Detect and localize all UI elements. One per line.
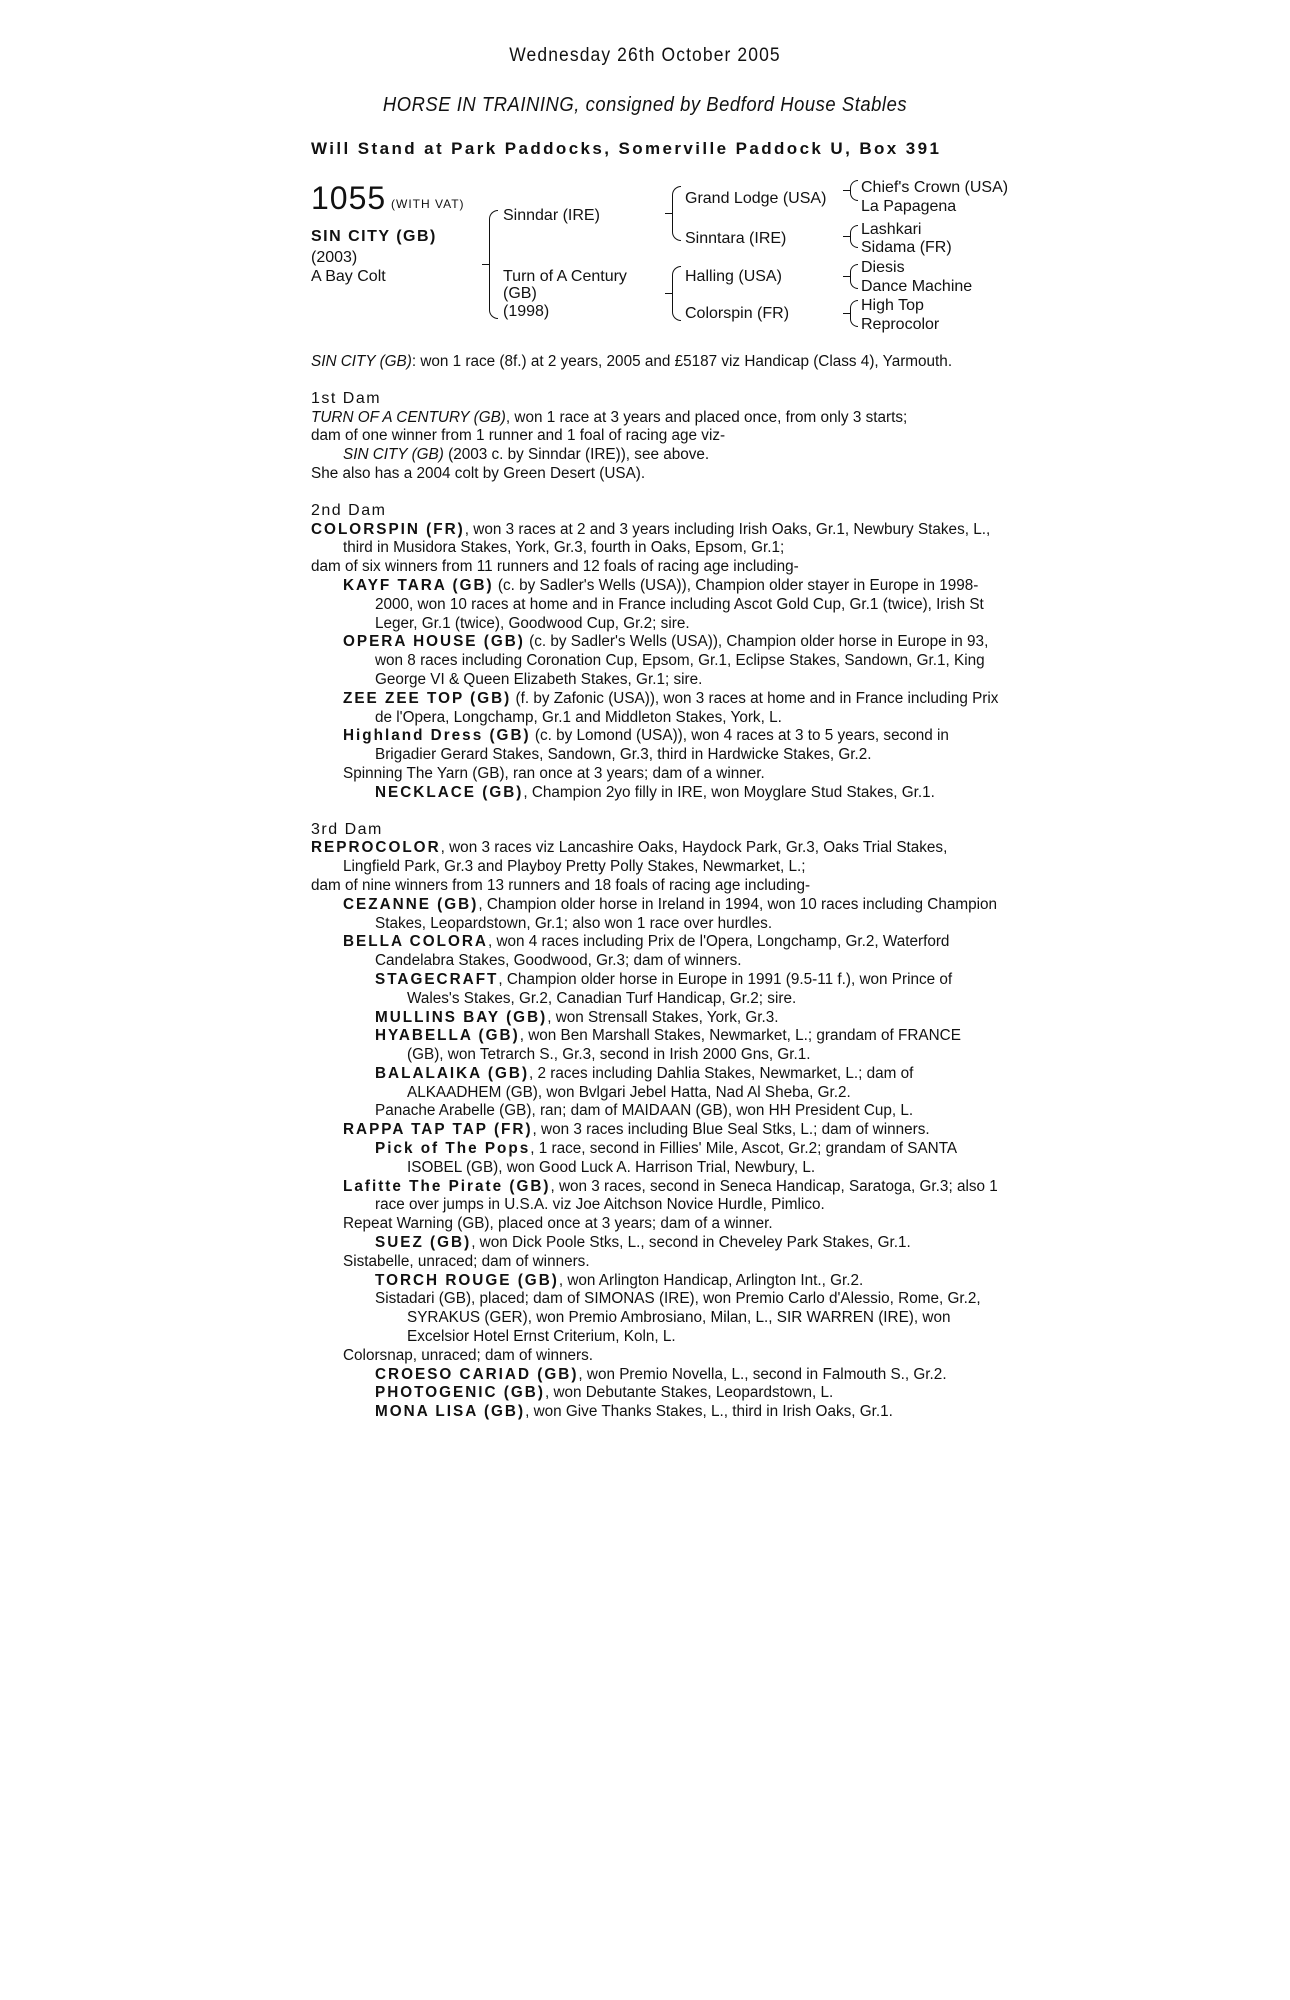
- first-dam-name: TURN OF A CENTURY (GB): [311, 408, 506, 426]
- pedigree-brace-tick: [843, 190, 850, 191]
- pedigree-brace-tick: [665, 213, 672, 214]
- pedigree-sire: Sinndar (IRE): [503, 207, 600, 224]
- pedigree-brace-tick: [843, 313, 850, 314]
- progeny-entry: [311, 1009, 1001, 1028]
- progeny-text: , 2 races including Dahlia Stakes, Newmarket, L.; dam of ALKAADHEM (GB), won Bvlgari Jebel Hatta, Nad Al Sheba, Gr.2.: [407, 1064, 914, 1101]
- progeny-entry: [311, 1065, 1001, 1103]
- third-dam-name: REPROCOLOR: [311, 839, 441, 857]
- progeny-entry: [311, 933, 1001, 971]
- progeny-entry: [311, 690, 1001, 728]
- progeny-entry: [311, 727, 1001, 765]
- race-record-name: SIN CITY (GB): [311, 353, 412, 370]
- second-dam-progeny-item: Spinning The Yarn (GB), ran once at 3 years; dam of a winner.: [343, 764, 765, 782]
- lot-number: 1055: [311, 180, 387, 216]
- progeny-entry: [311, 1272, 1001, 1291]
- progeny-name: Pick of The Pops: [375, 1140, 531, 1158]
- progeny-text: , won 4 races including Prix de l'Opera, Longchamp, Gr.2, Waterford Candelabra Stakes, Goodwood, Gr.3; dam of winners.: [375, 933, 950, 970]
- progeny-text: , won Give Thanks Stakes, L., third in Irish Oaks, Gr.1.: [525, 1403, 893, 1421]
- progeny-text: , Champion older horse in Ireland in 1994, won 10 races including Champion Stakes, Leopardstown, Gr.1; also won 1 race over hurdles.: [375, 895, 998, 932]
- second-dam-line: [311, 521, 1001, 559]
- first-dam-record: , won 1 race at 3 years and placed once, from only 3 starts;: [505, 408, 908, 426]
- progeny-text: , won Strensall Stakes, York, Gr.3.: [547, 1008, 779, 1026]
- third-dam-progeny-list: [311, 896, 1001, 1422]
- progeny-entry: [311, 1366, 1001, 1385]
- progeny-name: MULLINS BAY (GB): [375, 1008, 548, 1026]
- progeny-entry: [311, 1215, 1001, 1234]
- pedigree-dam-year: (1998): [503, 303, 550, 320]
- stand-location: Will Stand at Park Paddocks, Somerville Paddock U, Box 391: [311, 139, 942, 158]
- race-record: [311, 353, 1001, 372]
- pedigree-gg7: High Top: [861, 297, 924, 314]
- progeny-entry: [311, 1384, 1001, 1403]
- pedigree-brace: [489, 264, 498, 319]
- progeny-text: Colorsnap, unraced; dam of winners.: [343, 1346, 593, 1364]
- progeny-name: KAYF TARA (GB): [343, 576, 494, 594]
- pedigree-brace: [850, 190, 858, 201]
- pedigree-gg5: Diesis: [861, 259, 905, 276]
- sale-date: Wednesday 26th October 2005: [509, 45, 781, 66]
- third-dam-produce-summary: dam of nine winners from 13 runners and 18 foals of racing age including-: [311, 876, 811, 894]
- pedigree-dam: Turn of A Century: [503, 268, 627, 285]
- catalogue-body: [311, 353, 1001, 1422]
- progeny-entry: [311, 1178, 1001, 1216]
- progeny-name: PHOTOGENIC (GB): [375, 1384, 545, 1402]
- pedigree-brace: [850, 236, 858, 248]
- progeny-text: , Champion older horse in Europe in 1991 (9.5-11 f.), won Prince of Wales's Stakes, Gr.2, Canadian Turf Handicap, Gr.2; sire.: [407, 970, 953, 1007]
- pedigree-brace-tick: [665, 293, 672, 294]
- progeny-text: , won Dick Poole Stks, L., second in Cheveley Park Stakes, Gr.1.: [471, 1234, 911, 1252]
- progeny-entry: [311, 971, 1001, 1009]
- progeny-entry: [311, 1121, 1001, 1140]
- progeny-name: SIN CITY (GB): [343, 446, 444, 464]
- first-dam-line: [311, 409, 1001, 428]
- progeny-text: Repeat Warning (GB), placed once at 3 years; dam of a winner.: [343, 1215, 773, 1233]
- second-dam-progeny-list: [311, 577, 1001, 765]
- race-record-text: : won 1 race (8f.) at 2 years, 2005 and £5187 viz Handicap (Class 4), Yarmouth.: [411, 353, 953, 370]
- progeny-text: , won Ben Marshall Stakes, Newmarket, L.; grandam of FRANCE (GB), won Tetrarch S., Gr.3, second in Irish 2000 Gns, Gr.1.: [407, 1027, 961, 1064]
- progeny-text: , 1 race, second in Fillies' Mile, Ascot, Gr.2; grandam of SANTA ISOBEL (GB), won Good Luck A. Harrison Trial, Newbury, L.: [407, 1140, 957, 1176]
- progeny-text: , won 3 races including Blue Seal Stks, L.; dam of winners.: [532, 1121, 930, 1139]
- second-dam-progeny-item: [311, 784, 1001, 803]
- progeny-text: Sistadari (GB), placed; dam of SIMONAS (IRE), won Premio Carlo d'Alessio, Rome, Gr.2, SYRAKUS (GER), won Premio Ambrosiano, Milan, L., SIR WARREN (IRE), won Excelsior Hotel Ernst Criterium, Koln, L.: [375, 1290, 981, 1346]
- second-dam-heading: 2nd Dam: [311, 501, 387, 519]
- progeny-entry: [311, 1027, 1001, 1065]
- progeny-name: SUEZ (GB): [375, 1234, 472, 1252]
- progeny-entry: [311, 1234, 1001, 1253]
- pedigree-brace-tick: [843, 276, 850, 277]
- third-dam-record: , won 3 races viz Lancashire Oaks, Haydock Park, Gr.3, Oaks Trial Stakes, Lingfield Park, Gr.3 and Playboy Pretty Polly Stakes, Newmarket, L.;: [343, 839, 948, 876]
- progeny-name: NECKLACE (GB): [375, 783, 524, 801]
- progeny-name: RAPPA TAP TAP (FR): [343, 1121, 533, 1139]
- progeny-text: , Champion 2yo filly in IRE, won Moyglare Stud Stakes, Gr.1.: [523, 783, 935, 801]
- horse-year: (2003): [311, 249, 358, 266]
- progeny-name: Highland Dress (GB): [343, 727, 531, 745]
- progeny-name: CROESO CARIAD (GB): [375, 1365, 579, 1383]
- progeny-text: (f. by Zafonic (USA)), won 3 races at home and in France including Prix de l'Opera, Longchamp, Gr.1 and Middleton Stakes, York, L.: [375, 689, 999, 726]
- first-dam-note: She also has a 2004 colt by Green Desert (USA).: [311, 464, 646, 482]
- progeny-entry: [311, 577, 1001, 633]
- progeny-name: OPERA HOUSE (GB): [343, 633, 525, 651]
- progeny-name: BELLA COLORA: [343, 933, 488, 951]
- lot-vat: (WITH VAT): [391, 197, 465, 211]
- pedigree-dam-sire: Halling (USA): [685, 268, 782, 285]
- progeny-text: (c. by Sadler's Wells (USA)), Champion older horse in Europe in 93, won 8 races including Coronation Cup, Epsom, Gr.1, Eclipse Stakes, Sandown, Gr.1, King George VI & Queen Elizabeth Stakes, Gr.1; sire.: [375, 633, 989, 688]
- progeny-text: (c. by Sadler's Wells (USA)), Champion older stayer in Europe in 1998-2000, won 10 races at home and in France including Ascot Gold Cup, Gr.1 (twice), Irish St Leger, Gr.1 (twice), Goodwood Cup, Gr.2; sire.: [375, 576, 984, 632]
- progeny-name: STAGECRAFT: [375, 970, 499, 988]
- progeny-entry: [311, 1253, 1001, 1272]
- pedigree-gg2: La Papagena: [861, 198, 957, 215]
- pedigree-brace: [850, 276, 858, 289]
- first-dam-progeny: [311, 446, 1001, 465]
- third-dam-heading: 3rd Dam: [311, 820, 383, 838]
- pedigree-gg3: Lashkari: [861, 221, 922, 238]
- progeny-name: MONA LISA (GB): [375, 1403, 526, 1421]
- pedigree-brace: [672, 186, 681, 214]
- progeny-name: CEZANNE (GB): [343, 895, 479, 913]
- progeny-entry: [311, 1403, 1001, 1422]
- progeny-entry: [311, 1347, 1001, 1366]
- first-dam-heading: 1st Dam: [311, 389, 382, 407]
- progeny-name: HYABELLA (GB): [375, 1027, 520, 1045]
- third-dam-line: [311, 839, 1001, 877]
- progeny-entry: [311, 1290, 1001, 1346]
- progeny-text: (c. by Lomond (USA)), won 4 races at 3 to 5 years, second in Brigadier Gerard Stakes, Sandown, Gr.3, third in Hardwicke Stakes, Gr.2.: [375, 727, 949, 764]
- pedigree-gg4: Sidama (FR): [861, 239, 952, 256]
- progeny-name: BALALAIKA (GB): [375, 1064, 530, 1082]
- pedigree-brace: [850, 313, 858, 327]
- progeny-entry: [311, 896, 1001, 934]
- second-dam-produce-summary: dam of six winners from 11 runners and 12 foals of racing age including-: [311, 558, 799, 576]
- pedigree-brace: [850, 300, 858, 314]
- consignment-line: HORSE IN TRAINING, consigned by Bedford House Stables: [382, 94, 908, 116]
- pedigree-gg8: Reprocolor: [861, 316, 940, 333]
- second-dam-record: , won 3 races at 2 and 3 years including Irish Oaks, Gr.1, Newbury Stakes, L., third in Musidora Stakes, York, Gr.3, fourth in Oaks, Epsom, Gr.1;: [343, 520, 991, 557]
- progeny-entry: [311, 633, 1001, 689]
- progeny-name: Lafitte The Pirate (GB): [343, 1177, 551, 1195]
- pedigree-brace-tick: [482, 264, 489, 265]
- progeny-name: ZEE ZEE TOP (GB): [343, 689, 512, 707]
- pedigree-sire-dam: Sinntara (IRE): [685, 230, 787, 247]
- pedigree-brace-tick: [843, 236, 850, 237]
- pedigree-brace: [489, 210, 498, 265]
- pedigree-gg1: Chief's Crown (USA): [861, 179, 1009, 196]
- pedigree-brace: [672, 266, 681, 294]
- progeny-entry: [311, 1140, 1001, 1178]
- progeny-text: Panache Arabelle (GB), ran; dam of MAIDAAN (GB), won HH President Cup, L.: [375, 1102, 914, 1120]
- horse-description: A Bay Colt: [311, 268, 386, 285]
- progeny-name: TORCH ROUGE (GB): [375, 1271, 559, 1289]
- progeny-text: , won Debutante Stakes, Leopardstown, L.: [544, 1384, 834, 1402]
- progeny-entry: [311, 1102, 1001, 1121]
- first-dam-produce-summary: dam of one winner from 1 runner and 1 foal of racing age viz-: [311, 427, 726, 445]
- pedigree-brace: [672, 213, 681, 241]
- horse-name: SIN CITY (GB): [311, 228, 437, 245]
- pedigree-dam-dam: Colorspin (FR): [685, 305, 790, 322]
- second-dam-name: COLORSPIN (FR): [311, 520, 465, 538]
- progeny-text: (2003 c. by Sinndar (IRE)), see above.: [443, 446, 710, 464]
- pedigree-gg6: Dance Machine: [861, 278, 973, 295]
- progeny-text: Sistabelle, unraced; dam of winners.: [343, 1252, 590, 1270]
- progeny-text: , won Arlington Handicap, Arlington Int., Gr.2.: [558, 1271, 864, 1289]
- pedigree-brace: [672, 293, 681, 321]
- pedigree-sire-sire: Grand Lodge (USA): [685, 190, 827, 207]
- progeny-text: , won 3 races, second in Seneca Handicap, Saratoga, Gr.3; also 1 race over jumps in U.S.A. viz Joe Aitchson Novice Hurdle, Pimlico.: [375, 1177, 998, 1214]
- pedigree-dam-country: (GB): [503, 285, 537, 302]
- progeny-text: , won Premio Novella, L., second in Falmouth S., Gr.2.: [578, 1365, 947, 1383]
